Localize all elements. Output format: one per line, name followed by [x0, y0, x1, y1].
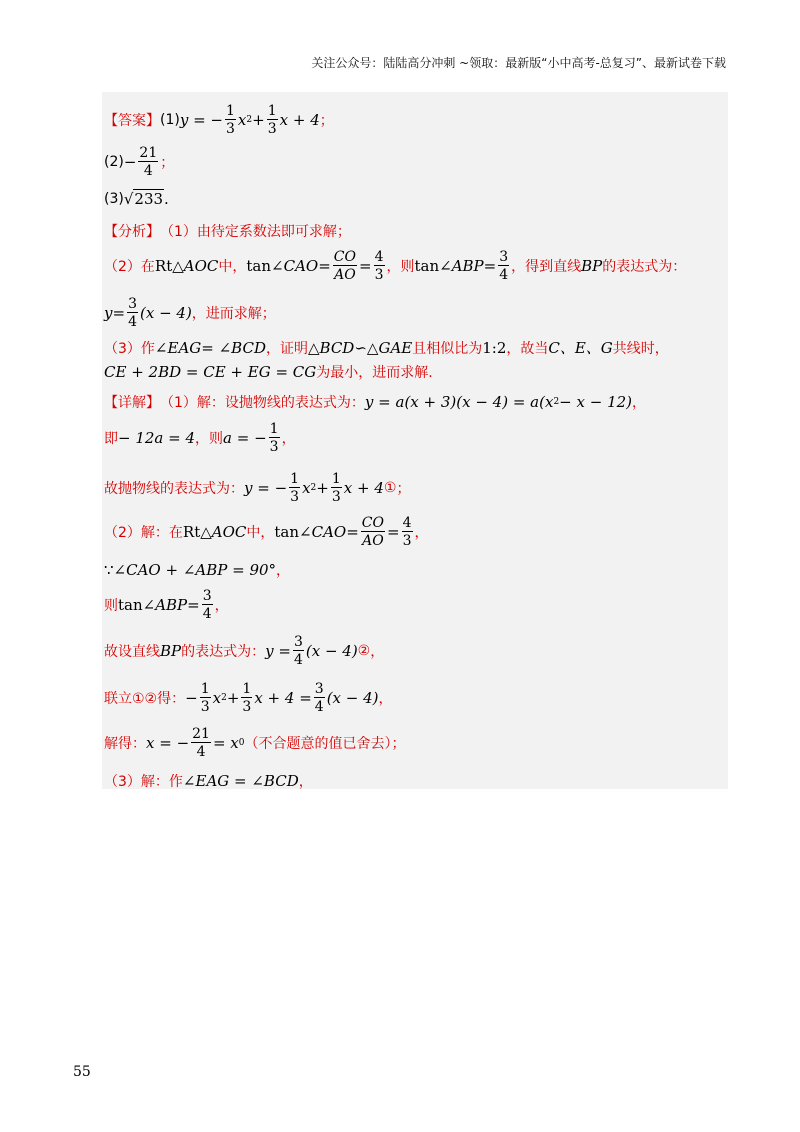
- page-header: 关注公众号：陆陆高分冲刺 ~领取：最新版“小中高考-总复习”、最新试卷下载: [311, 56, 726, 70]
- answer-line-2: (2) − $\frac{21}{4}$ ；: [104, 145, 175, 179]
- fraction: $\frac{1}{3}$: [200, 681, 210, 715]
- fraction: $\frac{1}{3}$: [242, 681, 252, 715]
- detail-line-5: ∵ ∠CAO + ∠ABP = 90° ，: [104, 561, 291, 579]
- fraction: $\frac{3}{4}$: [202, 588, 212, 622]
- detail-line-3: 故抛物线的表达式为： y = − $\frac{1}{3}$ x 2 + $\frac{1}{3}$ x + 4 ① ；: [104, 471, 411, 505]
- fraction: $\frac{1}{3}$: [290, 471, 300, 505]
- analysis-line-3: y = $\frac{3}{4}$ (x − 4) ，进而求解；: [104, 296, 276, 330]
- fraction: $\frac{3}{4}$: [499, 249, 509, 283]
- fraction: $\frac{1}{3}$: [267, 103, 277, 137]
- fraction: $\frac{4}{3}$: [402, 515, 412, 549]
- fraction: $\frac{1}{3}$: [331, 471, 341, 505]
- fraction: $\frac{1}{3}$: [226, 103, 235, 137]
- fraction: $\frac{3}{4}$: [128, 296, 137, 330]
- analysis-tag: 【分析】: [104, 224, 160, 240]
- analysis-line-5: CE + 2BD = CE + EG = CG 为最小，进而求解.: [104, 363, 433, 381]
- fraction: $\frac{CO}{AO}$: [333, 249, 356, 283]
- detail-line-10: （3）解：作 ∠EAG = ∠BCD ，: [104, 772, 313, 790]
- analysis-line-1: 【分析】 （1）由待定系数法即可求解；: [104, 221, 351, 241]
- analysis-line-2: （2）在 Rt △ AOC 中， tan∠ CAO = $\frac{CO}{AO}$ = $\frac{4}{3}$ ，则 tan∠ ABP = $\frac{3}{4}$ ，得到直线 BP 的表达式为：: [104, 249, 687, 283]
- detail-line-2: 即 − 12a = 4 ，则 a = − $\frac{1}{3}$ ，: [104, 421, 296, 455]
- analysis-line-4: （3）作 ∠ EAG = ∠ BCD ，证明 △ BCD ∽ △ GAE 且相似比为 1:2 ，故当 C、E、G 共线时，: [104, 338, 669, 357]
- detail-line-8: 联立①②得： − $\frac{1}{3}$ x 2 + $\frac{1}{3}$ x + 4 = $\frac{3}{4}$ (x − 4) ，: [104, 681, 393, 715]
- fraction: $\frac{21}{4}$: [192, 726, 210, 760]
- answer-tag: 【答案】: [104, 113, 160, 129]
- fraction: $\frac{3}{4}$: [293, 634, 303, 668]
- fraction: $\frac{1}{3}$: [269, 421, 279, 455]
- square-root: √ 233: [123, 190, 164, 208]
- page-number: 55: [73, 1064, 91, 1080]
- fraction: $\frac{3}{4}$: [314, 681, 324, 715]
- detail-line-7: 故设直线 BP 的表达式为： y = $\frac{3}{4}$ (x − 4) ② ，: [104, 634, 385, 668]
- fraction: $\frac{4}{3}$: [374, 249, 384, 283]
- detail-line-1: 【详解】 （1）解：设抛物线的表达式为： y = a(x + 3)(x − 4) = a(x 2 − x − 12) ，: [104, 393, 647, 411]
- detail-line-9: 解得： x = − $\frac{21}{4}$ = x 0 （不合题意的值已舍去）；: [104, 726, 406, 760]
- answer-line-3: (3) √ 233 .: [104, 189, 169, 208]
- detail-tag: 【详解】: [104, 395, 160, 411]
- fraction: $\frac{CO}{AO}$: [361, 515, 384, 549]
- detail-line-4: （2）解：在 Rt △ AOC 中， tan∠ CAO = $\frac{CO}{AO}$ = $\frac{4}{3}$ ，: [104, 515, 429, 549]
- detail-line-6: 则 tan∠ ABP = $\frac{3}{4}$ ，: [104, 588, 229, 622]
- answer-line-1: 【答案】 (1) y = − $\frac{1}{3}$ x 2 + $\frac{1}{3}$ x + 4 ；: [104, 103, 334, 137]
- fraction: $\frac{21}{4}$: [139, 145, 158, 179]
